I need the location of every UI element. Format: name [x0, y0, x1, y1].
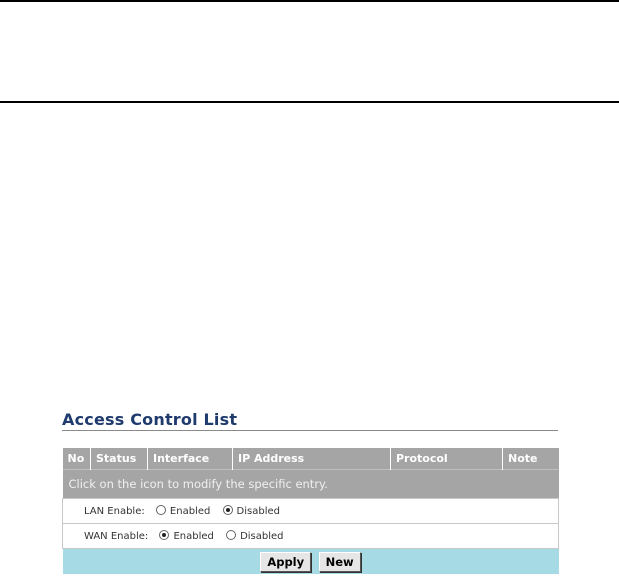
lan-enabled-radio[interactable] — [156, 505, 166, 515]
acl-title: Access Control List — [62, 410, 238, 429]
wan-enable-row — [63, 524, 559, 549]
lan-enabled-label: Enabled — [169, 506, 211, 517]
title-underline — [62, 430, 558, 431]
lan-enable-label: LAN Enable: — [84, 506, 145, 517]
wan-disabled-option[interactable] — [226, 530, 283, 542]
header-divider — [0, 101, 619, 103]
new-button[interactable]: New — [319, 552, 361, 572]
info-row — [63, 470, 559, 499]
wan-enabled-radio[interactable] — [159, 530, 169, 540]
wan-disabled-label: Disabled — [240, 531, 284, 542]
lan-disabled-label: Disabled — [236, 506, 280, 517]
column-header-interface: Interface — [148, 448, 233, 470]
lan-enabled-option[interactable] — [156, 505, 210, 517]
info-text: Click on the icon to modify the specific entry. — [63, 470, 559, 499]
acl-table — [62, 448, 559, 574]
lan-disabled-option[interactable] — [223, 505, 280, 517]
column-header-ip-address: IP Address — [233, 448, 391, 470]
column-header-protocol: Protocol — [391, 448, 503, 470]
apply-button[interactable]: Apply — [260, 552, 311, 572]
column-header-no: No — [63, 448, 91, 470]
wan-enable-label: WAN Enable: — [84, 531, 149, 542]
top-divider — [0, 0, 619, 2]
button-bar — [63, 549, 559, 575]
wan-disabled-radio[interactable] — [226, 530, 236, 540]
acl-header-row — [63, 448, 559, 470]
wan-enabled-option[interactable] — [159, 530, 213, 542]
wan-enabled-label: Enabled — [173, 531, 214, 542]
column-header-status: Status — [91, 448, 148, 470]
lan-enable-row — [63, 499, 559, 524]
column-header-note: Note — [503, 448, 559, 470]
lan-disabled-radio[interactable] — [223, 505, 233, 515]
